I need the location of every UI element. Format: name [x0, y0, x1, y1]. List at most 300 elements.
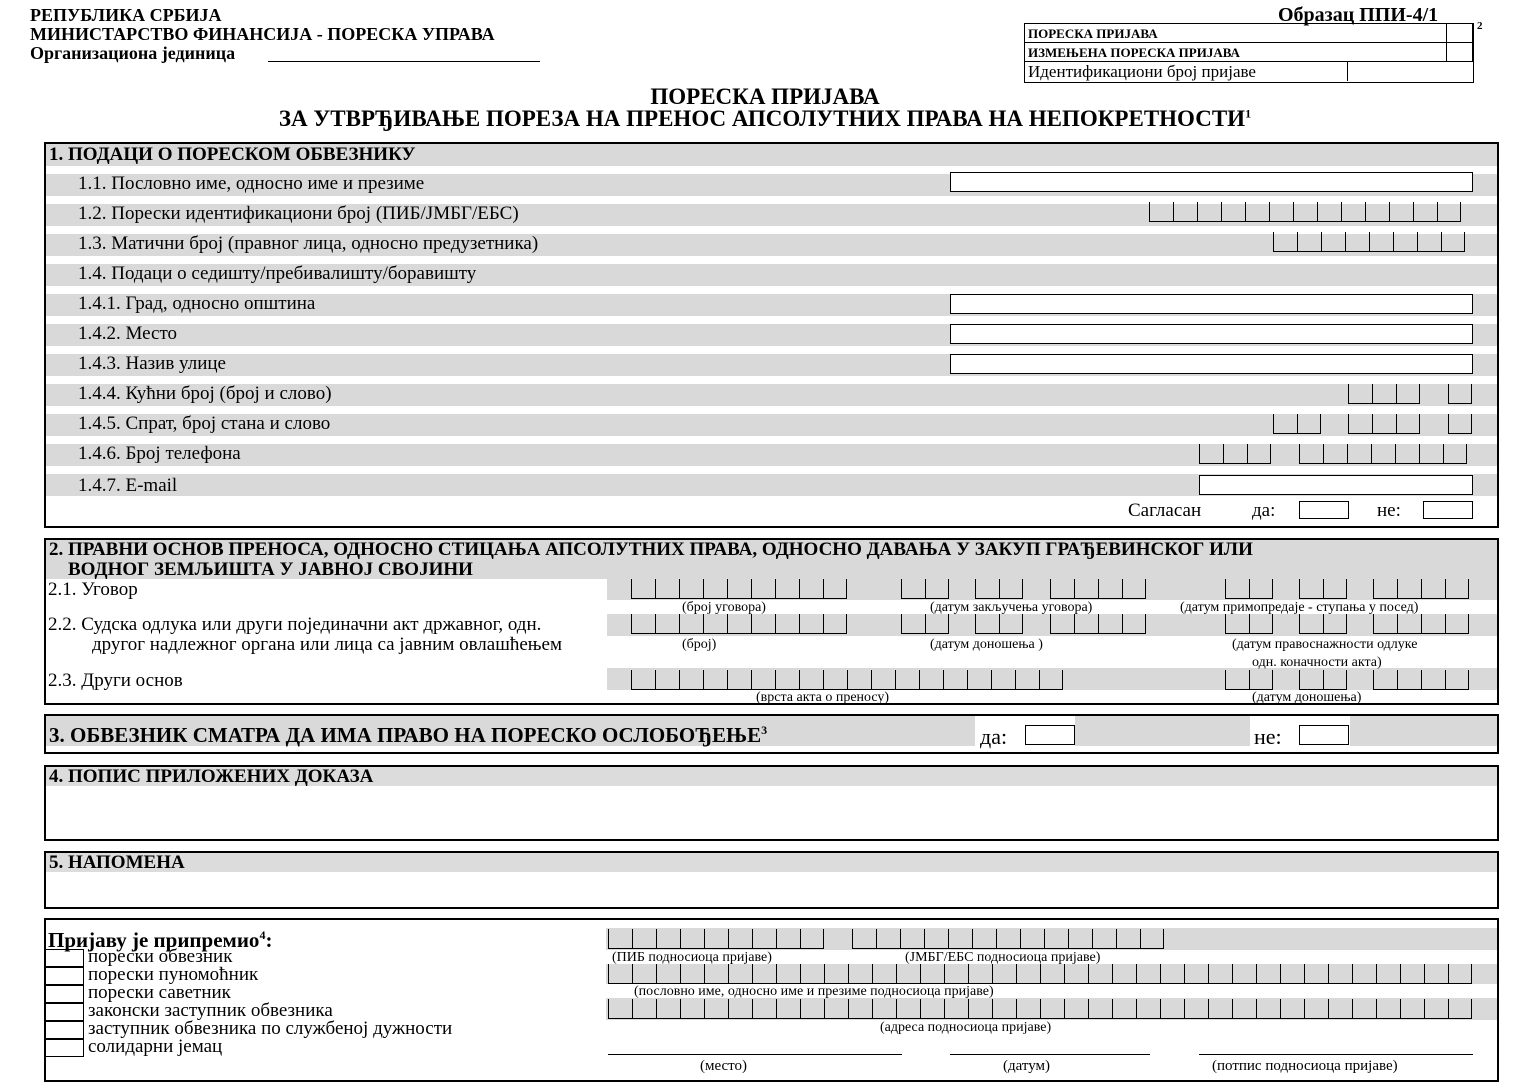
registration-number-input[interactable] — [1273, 232, 1465, 252]
input-cell[interactable] — [703, 670, 727, 690]
input-cell[interactable] — [727, 670, 751, 690]
input-cell[interactable] — [999, 579, 1023, 599]
input-cell[interactable] — [895, 670, 919, 690]
input-cell[interactable] — [1223, 444, 1247, 464]
input-cell[interactable] — [1413, 202, 1437, 222]
decision-date-day[interactable] — [901, 614, 949, 634]
input-cell[interactable] — [944, 964, 968, 984]
input-cell[interactable] — [1372, 414, 1396, 434]
input-cell[interactable] — [901, 614, 925, 634]
input-cell[interactable] — [1016, 999, 1040, 1019]
input-cell[interactable] — [727, 579, 751, 599]
input-cell[interactable] — [1173, 202, 1197, 222]
input-cell[interactable] — [1400, 999, 1424, 1019]
input-cell[interactable] — [1184, 999, 1208, 1019]
input-cell[interactable] — [1396, 384, 1420, 404]
input-cell[interactable] — [1424, 964, 1448, 984]
input-cell[interactable] — [752, 999, 776, 1019]
section-6-footnote: 4 — [259, 928, 266, 942]
input-cell[interactable] — [1015, 670, 1039, 690]
republic-label: РЕПУБЛИКА СРБИЈА — [30, 5, 222, 25]
input-cell[interactable] — [1088, 999, 1112, 1019]
input-cell[interactable] — [799, 614, 823, 634]
email-input[interactable] — [1199, 475, 1473, 495]
input-cell[interactable] — [655, 614, 679, 634]
input-cell[interactable] — [972, 929, 996, 949]
input-cell[interactable] — [1328, 964, 1352, 984]
input-cell[interactable] — [704, 999, 728, 1019]
input-cell[interactable] — [1040, 964, 1064, 984]
input-cell[interactable] — [631, 670, 655, 690]
input-cell[interactable] — [1304, 964, 1328, 984]
input-cell[interactable] — [1396, 414, 1420, 434]
input-cell[interactable] — [608, 964, 632, 984]
input-cell[interactable] — [704, 964, 728, 984]
input-cell[interactable] — [1116, 929, 1140, 949]
handover-date-month[interactable] — [1299, 579, 1347, 599]
role-advisor-label: порески саветник — [88, 982, 231, 1003]
input-cell[interactable] — [1299, 614, 1323, 634]
input-cell[interactable] — [1448, 999, 1472, 1019]
input-cell[interactable] — [1400, 964, 1424, 984]
input-cell[interactable] — [847, 670, 871, 690]
input-cell[interactable] — [1098, 614, 1122, 634]
input-cell[interactable] — [1068, 929, 1092, 949]
input-cell[interactable] — [608, 929, 632, 949]
input-cell[interactable] — [799, 579, 823, 599]
input-cell[interactable] — [1074, 614, 1098, 634]
caption-submitter-pib: (ПИБ подносиоца пријаве) — [612, 950, 772, 965]
handover-date-day[interactable] — [1225, 579, 1273, 599]
other-date-month[interactable] — [1299, 670, 1347, 690]
input-cell[interactable] — [876, 929, 900, 949]
input-cell[interactable] — [824, 999, 848, 1019]
input-cell[interactable] — [1160, 999, 1184, 1019]
caption-finality-date-1: (датум правоснажности одлуке — [1232, 637, 1418, 652]
input-cell[interactable] — [1232, 964, 1256, 984]
input-cell[interactable] — [824, 964, 848, 984]
role-taxpayer-checkbox[interactable] — [46, 949, 84, 967]
input-cell[interactable] — [872, 999, 896, 1019]
input-cell[interactable] — [1184, 964, 1208, 984]
input-cell[interactable] — [1345, 232, 1369, 252]
input-cell[interactable] — [1122, 614, 1146, 634]
handover-date-year[interactable] — [1373, 579, 1469, 599]
decision-date-year[interactable] — [1050, 614, 1146, 634]
place-signature-line[interactable] — [608, 1054, 902, 1055]
input-cell[interactable] — [1419, 444, 1443, 464]
role-official-rep-checkbox[interactable] — [46, 1021, 84, 1039]
input-cell[interactable] — [1317, 202, 1341, 222]
background-band — [46, 436, 1497, 444]
return-id-input[interactable] — [1347, 62, 1472, 81]
input-cell[interactable] — [775, 579, 799, 599]
input-cell[interactable] — [751, 670, 775, 690]
input-cell[interactable] — [679, 614, 703, 634]
input-cell[interactable] — [1256, 964, 1280, 984]
input-cell[interactable] — [1323, 579, 1347, 599]
consent-yes-checkbox[interactable] — [1299, 501, 1349, 519]
house-number-input[interactable] — [1348, 384, 1420, 404]
input-cell[interactable] — [1352, 964, 1376, 984]
input-cell[interactable] — [1074, 579, 1098, 599]
finality-date-month[interactable] — [1299, 614, 1347, 634]
section-2-heading-2: ВОДНОГ ЗЕМЉИШТА У ЈАВНОЈ СВОЈИНИ — [68, 559, 473, 580]
exemption-yes-label: да: — [980, 724, 1008, 749]
input-cell[interactable] — [1376, 964, 1400, 984]
input-cell[interactable] — [925, 614, 949, 634]
input-cell[interactable] — [1445, 579, 1469, 599]
input-cell[interactable] — [1417, 232, 1441, 252]
input-cell[interactable] — [776, 929, 800, 949]
input-cell[interactable] — [631, 579, 655, 599]
field-1-4-4-label: 1.4.4. Кућни број (број и слово) — [78, 383, 332, 404]
input-cell[interactable] — [999, 614, 1023, 634]
input-cell[interactable] — [1199, 444, 1223, 464]
input-cell[interactable] — [1371, 444, 1395, 464]
background-band — [46, 316, 1497, 324]
input-cell[interactable] — [924, 929, 948, 949]
input-cell[interactable] — [1448, 964, 1472, 984]
input-cell[interactable] — [1373, 579, 1397, 599]
input-cell[interactable] — [1280, 964, 1304, 984]
input-cell[interactable] — [1050, 614, 1074, 634]
input-cell[interactable] — [751, 614, 775, 634]
input-cell[interactable] — [992, 999, 1016, 1019]
input-cell[interactable] — [1445, 614, 1469, 634]
input-cell[interactable] — [632, 964, 656, 984]
field-1-4-label: 1.4. Подаци о седишту/пребивалишту/боравишту — [78, 263, 477, 284]
input-cell[interactable] — [1348, 384, 1372, 404]
street-input[interactable] — [950, 354, 1473, 374]
input-cell[interactable] — [656, 929, 680, 949]
input-cell[interactable] — [1373, 614, 1397, 634]
field-1-4-3-label: 1.4.3. Назив улице — [78, 353, 226, 374]
input-cell[interactable] — [1136, 964, 1160, 984]
input-cell[interactable] — [1140, 929, 1164, 949]
input-cell[interactable] — [703, 614, 727, 634]
input-cell[interactable] — [1437, 202, 1461, 222]
input-cell[interactable] — [775, 670, 799, 690]
input-cell[interactable] — [800, 999, 824, 1019]
exemption-no-label: не: — [1254, 724, 1282, 749]
input-cell[interactable] — [968, 999, 992, 1019]
field-1-2-label: 1.2. Порески идентификациони број (ПИБ/ЈМБГ/ЕБС) — [78, 203, 519, 224]
input-cell[interactable] — [655, 670, 679, 690]
field-1-4-2-label: 1.4.2. Место — [78, 323, 178, 344]
input-cell[interactable] — [679, 670, 703, 690]
contract-date-year[interactable] — [1050, 579, 1146, 599]
input-cell[interactable] — [799, 670, 823, 690]
input-cell[interactable] — [776, 999, 800, 1019]
input-cell[interactable] — [852, 929, 876, 949]
caption-contract-number: (број уговора) — [682, 600, 766, 615]
act-type-input[interactable] — [631, 670, 1063, 690]
input-cell[interactable] — [1208, 999, 1232, 1019]
input-cell[interactable] — [848, 964, 872, 984]
input-cell[interactable] — [1397, 670, 1421, 690]
input-cell[interactable] — [925, 579, 949, 599]
input-cell[interactable] — [680, 964, 704, 984]
finality-date-year[interactable] — [1373, 614, 1469, 634]
input-cell[interactable] — [679, 579, 703, 599]
phone-prefix-input[interactable] — [1199, 444, 1271, 464]
input-cell[interactable] — [1245, 202, 1269, 222]
consent-yes-label: да: — [1252, 500, 1276, 521]
input-cell[interactable] — [1050, 579, 1074, 599]
input-cell[interactable] — [1039, 670, 1063, 690]
input-cell[interactable] — [1064, 964, 1088, 984]
input-cell[interactable] — [992, 964, 1016, 984]
finality-date-day[interactable] — [1225, 614, 1273, 634]
input-cell[interactable] — [1122, 579, 1146, 599]
input-cell[interactable] — [752, 929, 776, 949]
input-cell[interactable] — [872, 964, 896, 984]
input-cell[interactable] — [1321, 232, 1345, 252]
consent-no-checkbox[interactable] — [1423, 501, 1473, 519]
input-cell[interactable] — [1221, 202, 1245, 222]
input-cell[interactable] — [1232, 999, 1256, 1019]
input-cell[interactable] — [1395, 444, 1419, 464]
input-cell[interactable] — [1225, 670, 1249, 690]
input-cell[interactable] — [1149, 202, 1173, 222]
submitter-address-input[interactable] — [608, 999, 1472, 1019]
place-input[interactable] — [950, 324, 1473, 344]
footnote-2: 2 — [1477, 20, 1483, 32]
input-cell[interactable] — [727, 614, 751, 634]
input-cell[interactable] — [752, 964, 776, 984]
submitter-name-input[interactable] — [608, 964, 1472, 984]
caption-finality-date-2: одн. коначности акта) — [1252, 655, 1382, 670]
input-cell[interactable] — [1098, 579, 1122, 599]
caption-other-date: (датум доношења) — [1252, 690, 1362, 705]
input-cell[interactable] — [1448, 414, 1472, 434]
floor-input[interactable] — [1273, 414, 1321, 434]
input-cell[interactable] — [1352, 999, 1376, 1019]
input-cell[interactable] — [900, 929, 924, 949]
caption-contract-date: (датум закључења уговора) — [930, 600, 1093, 615]
amended-return-checkbox[interactable] — [1446, 43, 1473, 61]
input-cell[interactable] — [800, 929, 824, 949]
input-cell[interactable] — [848, 999, 872, 1019]
input-cell[interactable] — [948, 929, 972, 949]
input-cell[interactable] — [1397, 614, 1421, 634]
role-legal-rep-checkbox[interactable] — [46, 1003, 84, 1021]
title-line-1: ПОРЕСКА ПРИЈАВА — [650, 84, 880, 109]
input-cell[interactable] — [1112, 964, 1136, 984]
input-cell[interactable] — [1044, 929, 1068, 949]
input-cell[interactable] — [919, 670, 943, 690]
org-unit-input-line[interactable] — [268, 61, 540, 62]
submitter-jmbg-input[interactable] — [852, 929, 1164, 949]
title-line-2-text: ЗА УТВРЂИВАЊЕ ПОРЕЗА НА ПРЕНОС АПСОЛУТНИХ ПРАВА НА НЕПОКРЕТНОСТИ — [278, 106, 1246, 131]
caption-submitter-name: (пословно име, односно име и презиме подносиоца пријаве) — [634, 984, 994, 999]
input-cell[interactable] — [1373, 670, 1397, 690]
input-cell[interactable] — [1304, 999, 1328, 1019]
role-proxy-checkbox[interactable] — [46, 967, 84, 985]
contract-number-input[interactable] — [631, 579, 847, 599]
input-cell[interactable] — [608, 999, 632, 1019]
input-cell[interactable] — [728, 929, 752, 949]
exemption-yes-checkbox[interactable] — [1025, 725, 1075, 745]
other-date-year[interactable] — [1373, 670, 1469, 690]
input-cell[interactable] — [1280, 999, 1304, 1019]
box-row-return-id: Идентификациони број пријаве — [1028, 62, 1256, 81]
input-cell[interactable] — [896, 964, 920, 984]
input-cell[interactable] — [1088, 964, 1112, 984]
input-cell[interactable] — [1160, 964, 1184, 984]
input-cell[interactable] — [656, 964, 680, 984]
other-date-day[interactable] — [1225, 670, 1273, 690]
date-signature-line[interactable] — [950, 1054, 1150, 1055]
input-cell[interactable] — [775, 614, 799, 634]
input-cell[interactable] — [1247, 444, 1271, 464]
input-cell[interactable] — [1348, 414, 1372, 434]
submitter-pib-input[interactable] — [608, 929, 824, 949]
input-cell[interactable] — [1372, 384, 1396, 404]
input-cell[interactable] — [1269, 202, 1293, 222]
role-advisor-checkbox[interactable] — [46, 985, 84, 1003]
input-cell[interactable] — [1020, 929, 1044, 949]
background-band — [607, 690, 1497, 703]
input-cell[interactable] — [1369, 232, 1393, 252]
decision-date-month[interactable] — [975, 614, 1023, 634]
input-cell[interactable] — [751, 579, 775, 599]
apartment-letter-input[interactable] — [1448, 414, 1472, 434]
input-cell[interactable] — [1424, 999, 1448, 1019]
input-cell[interactable] — [1256, 999, 1280, 1019]
input-cell[interactable] — [1297, 414, 1321, 434]
input-cell[interactable] — [871, 670, 895, 690]
input-cell[interactable] — [680, 929, 704, 949]
signature-line[interactable] — [1199, 1054, 1473, 1055]
input-cell[interactable] — [1197, 202, 1221, 222]
input-cell[interactable] — [1299, 670, 1323, 690]
business-name-input[interactable] — [950, 172, 1473, 192]
input-cell[interactable] — [703, 579, 727, 599]
input-cell[interactable] — [800, 964, 824, 984]
section-6-heading-text: Пријаву је припремио — [48, 928, 260, 952]
apartment-input[interactable] — [1348, 414, 1420, 434]
pib-input[interactable] — [1149, 202, 1461, 222]
input-cell[interactable] — [996, 929, 1020, 949]
input-cell[interactable] — [1365, 202, 1389, 222]
input-cell[interactable] — [1293, 202, 1317, 222]
caption-place: (место) — [700, 1058, 748, 1074]
input-cell[interactable] — [896, 999, 920, 1019]
input-cell[interactable] — [920, 964, 944, 984]
input-cell[interactable] — [1421, 670, 1445, 690]
input-cell[interactable] — [944, 999, 968, 1019]
input-cell[interactable] — [632, 999, 656, 1019]
input-cell[interactable] — [943, 670, 967, 690]
input-cell[interactable] — [901, 579, 925, 599]
input-cell[interactable] — [1376, 999, 1400, 1019]
input-cell[interactable] — [1443, 444, 1467, 464]
input-cell[interactable] — [823, 614, 847, 634]
input-cell[interactable] — [1249, 579, 1273, 599]
input-cell[interactable] — [1323, 444, 1347, 464]
input-cell[interactable] — [728, 964, 752, 984]
input-cell[interactable] — [1016, 964, 1040, 984]
input-cell[interactable] — [1297, 232, 1321, 252]
input-cell[interactable] — [823, 579, 847, 599]
input-cell[interactable] — [1341, 202, 1365, 222]
caption-decision-date: (датум доношења ) — [930, 637, 1043, 652]
input-cell[interactable] — [1249, 670, 1273, 690]
input-cell[interactable] — [632, 929, 656, 949]
input-cell[interactable] — [968, 964, 992, 984]
input-cell[interactable] — [776, 964, 800, 984]
input-cell[interactable] — [728, 999, 752, 1019]
input-cell[interactable] — [1136, 999, 1160, 1019]
contract-date-month[interactable] — [975, 579, 1023, 599]
role-guarantor-checkbox[interactable] — [46, 1039, 84, 1057]
input-cell[interactable] — [823, 670, 847, 690]
input-cell[interactable] — [1323, 670, 1347, 690]
input-cell[interactable] — [1328, 999, 1352, 1019]
input-cell[interactable] — [1092, 929, 1116, 949]
decision-number-input[interactable] — [631, 614, 847, 634]
input-cell[interactable] — [1249, 614, 1273, 634]
input-cell[interactable] — [1323, 614, 1347, 634]
input-cell[interactable] — [680, 999, 704, 1019]
input-cell[interactable] — [1421, 579, 1445, 599]
input-cell[interactable] — [1208, 964, 1232, 984]
role-proxy-label: порески пуномоћник — [88, 964, 259, 985]
contract-date-day[interactable] — [901, 579, 949, 599]
title-line-2 — [0, 106, 1530, 132]
input-cell[interactable] — [967, 670, 991, 690]
input-cell[interactable] — [1225, 614, 1249, 634]
input-cell[interactable] — [1299, 579, 1323, 599]
input-cell[interactable] — [1441, 232, 1465, 252]
input-cell[interactable] — [1421, 614, 1445, 634]
tax-return-checkbox[interactable] — [1446, 24, 1473, 42]
input-cell[interactable] — [704, 929, 728, 949]
input-cell[interactable] — [1299, 444, 1323, 464]
input-cell[interactable] — [1273, 232, 1297, 252]
input-cell[interactable] — [1273, 414, 1297, 434]
input-cell[interactable] — [1445, 670, 1469, 690]
role-official-rep-label: заступник обвезника по службеној дужности — [88, 1018, 453, 1039]
input-cell[interactable] — [1064, 999, 1088, 1019]
background-band — [46, 496, 1497, 526]
city-input[interactable] — [950, 294, 1473, 314]
input-cell[interactable] — [991, 670, 1015, 690]
house-letter-input[interactable] — [1448, 384, 1472, 404]
input-cell[interactable] — [1389, 202, 1413, 222]
input-cell[interactable] — [1397, 579, 1421, 599]
phone-number-input[interactable] — [1299, 444, 1467, 464]
input-cell[interactable] — [656, 999, 680, 1019]
section-3-heading-text: 3. ОБВЕЗНИК СМАТРА ДА ИМА ПРАВО НА ПОРЕСКО ОСЛОБОЂЕЊЕ — [49, 723, 762, 747]
consent-label: Сагласан — [1128, 500, 1202, 521]
exemption-no-checkbox[interactable] — [1299, 725, 1349, 745]
input-cell[interactable] — [1225, 579, 1249, 599]
input-cell[interactable] — [975, 614, 999, 634]
input-cell[interactable] — [1393, 232, 1417, 252]
input-cell[interactable] — [1347, 444, 1371, 464]
input-cell[interactable] — [975, 579, 999, 599]
role-legal-rep-label: законски заступник обвезника — [88, 1000, 333, 1021]
input-cell[interactable] — [1112, 999, 1136, 1019]
input-cell[interactable] — [1040, 999, 1064, 1019]
input-cell[interactable] — [920, 999, 944, 1019]
input-cell[interactable] — [631, 614, 655, 634]
input-cell[interactable] — [655, 579, 679, 599]
input-cell[interactable] — [1448, 384, 1472, 404]
